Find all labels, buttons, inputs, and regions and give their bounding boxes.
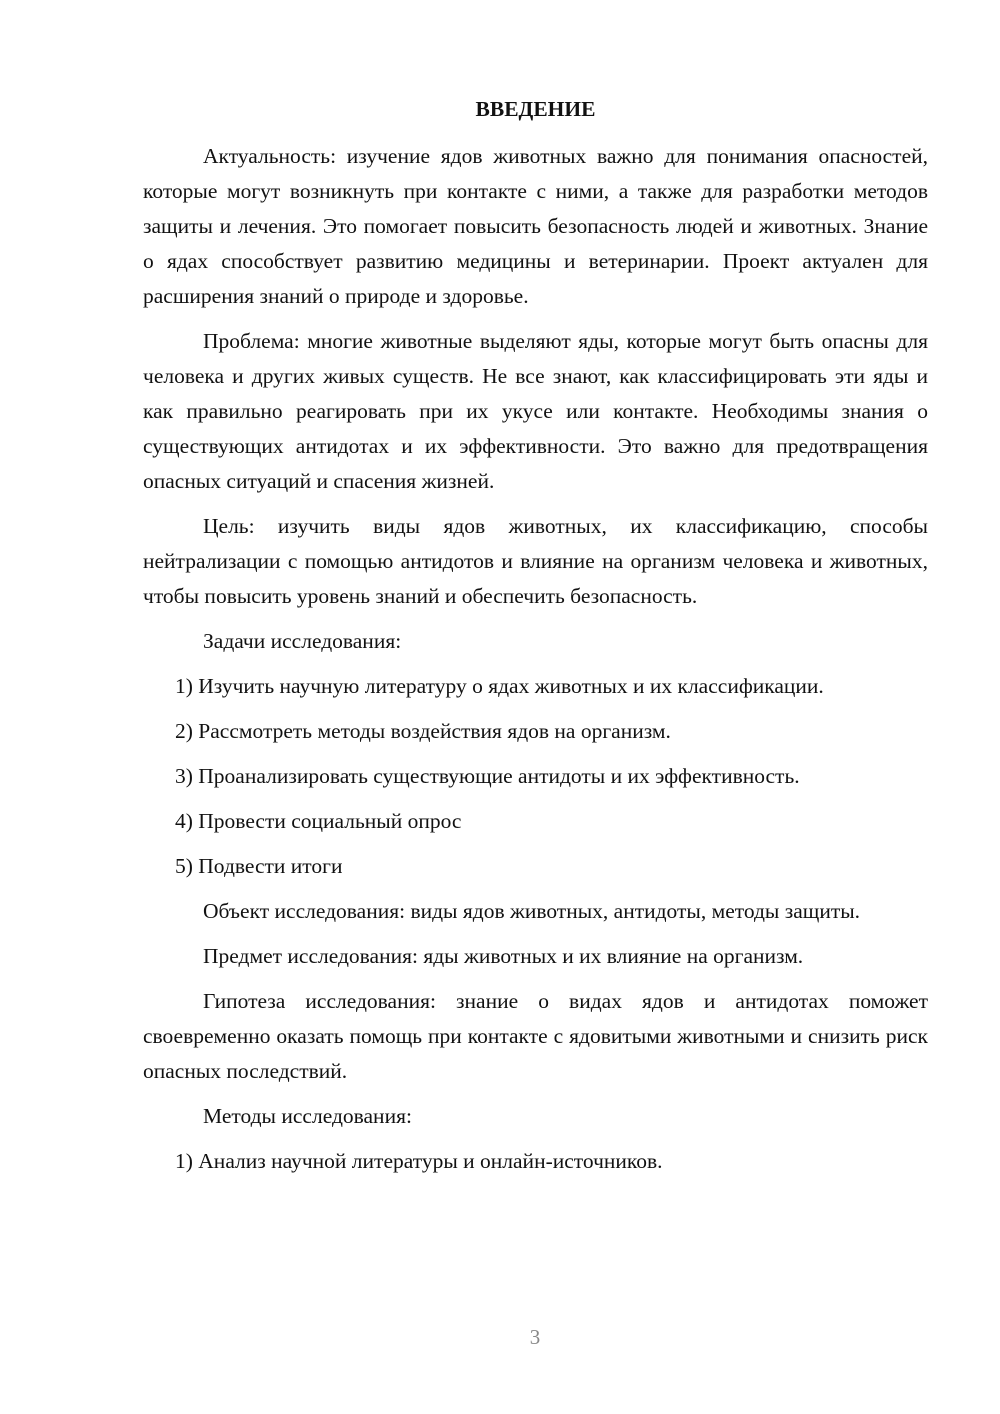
task-item-4: 4) Провести социальный опрос <box>175 809 462 833</box>
subject-paragraph: Предмет исследования: яды животных и их влияние на организм. <box>203 944 804 968</box>
page-number: 3 <box>529 1325 541 1349</box>
page-title: ВВЕДЕНИЕ <box>475 97 596 121</box>
goal-paragraph: Цель: изучить виды ядов животных, их классификацию, способы нейтрализации с помощью антидотов и влияние на организм человека и животных, чтобы повысить уровень знаний и обеспечить безопасность. <box>143 514 928 608</box>
task-item-2: 2) Рассмотреть методы воздействия ядов на организм. <box>175 719 671 743</box>
hypothesis-paragraph: Гипотеза исследования: знание о видах ядов и антидотах поможет своевременно оказать помощь при контакте с ядовитыми животными и снизить риск опасных последствий. <box>143 989 928 1083</box>
object-paragraph: Объект исследования: виды ядов животных, антидоты, методы защиты. <box>203 899 861 923</box>
tasks-heading: Задачи исследования: <box>203 629 402 653</box>
page-content <box>143 94 928 1189</box>
task-item-1: 1) Изучить научную литературу о ядах животных и их классификации. <box>175 674 824 698</box>
task-item-5: 5) Подвести итоги <box>175 854 343 878</box>
relevance-paragraph: Актуальность: изучение ядов животных важно для понимания опасностей, которые могут возникнуть при контакте с ними, а также для разработки методов защиты и лечения. Это помогает повысить безопасность людей и животных. Знание о ядах способствует развитию медицины и ветеринарии. Проект актуален для расширения знаний о природе и здоровье. <box>143 144 928 308</box>
method-item-1: 1) Анализ научной литературы и онлайн-источников. <box>175 1149 663 1173</box>
methods-heading: Методы исследования: <box>203 1104 412 1128</box>
problem-paragraph: Проблема: многие животные выделяют яды, которые могут быть опасны для человека и других живых существ. Не все знают, как классифицировать эти яды и как правильно реагировать при их укусе или контакте. Необходимы знания о существующих антидотах и их эффективности. Это важно для предотвращения опасных ситуаций и спасения жизней. <box>143 329 928 493</box>
task-item-3: 3) Проанализировать существующие антидоты и их эффективность. <box>175 764 800 788</box>
